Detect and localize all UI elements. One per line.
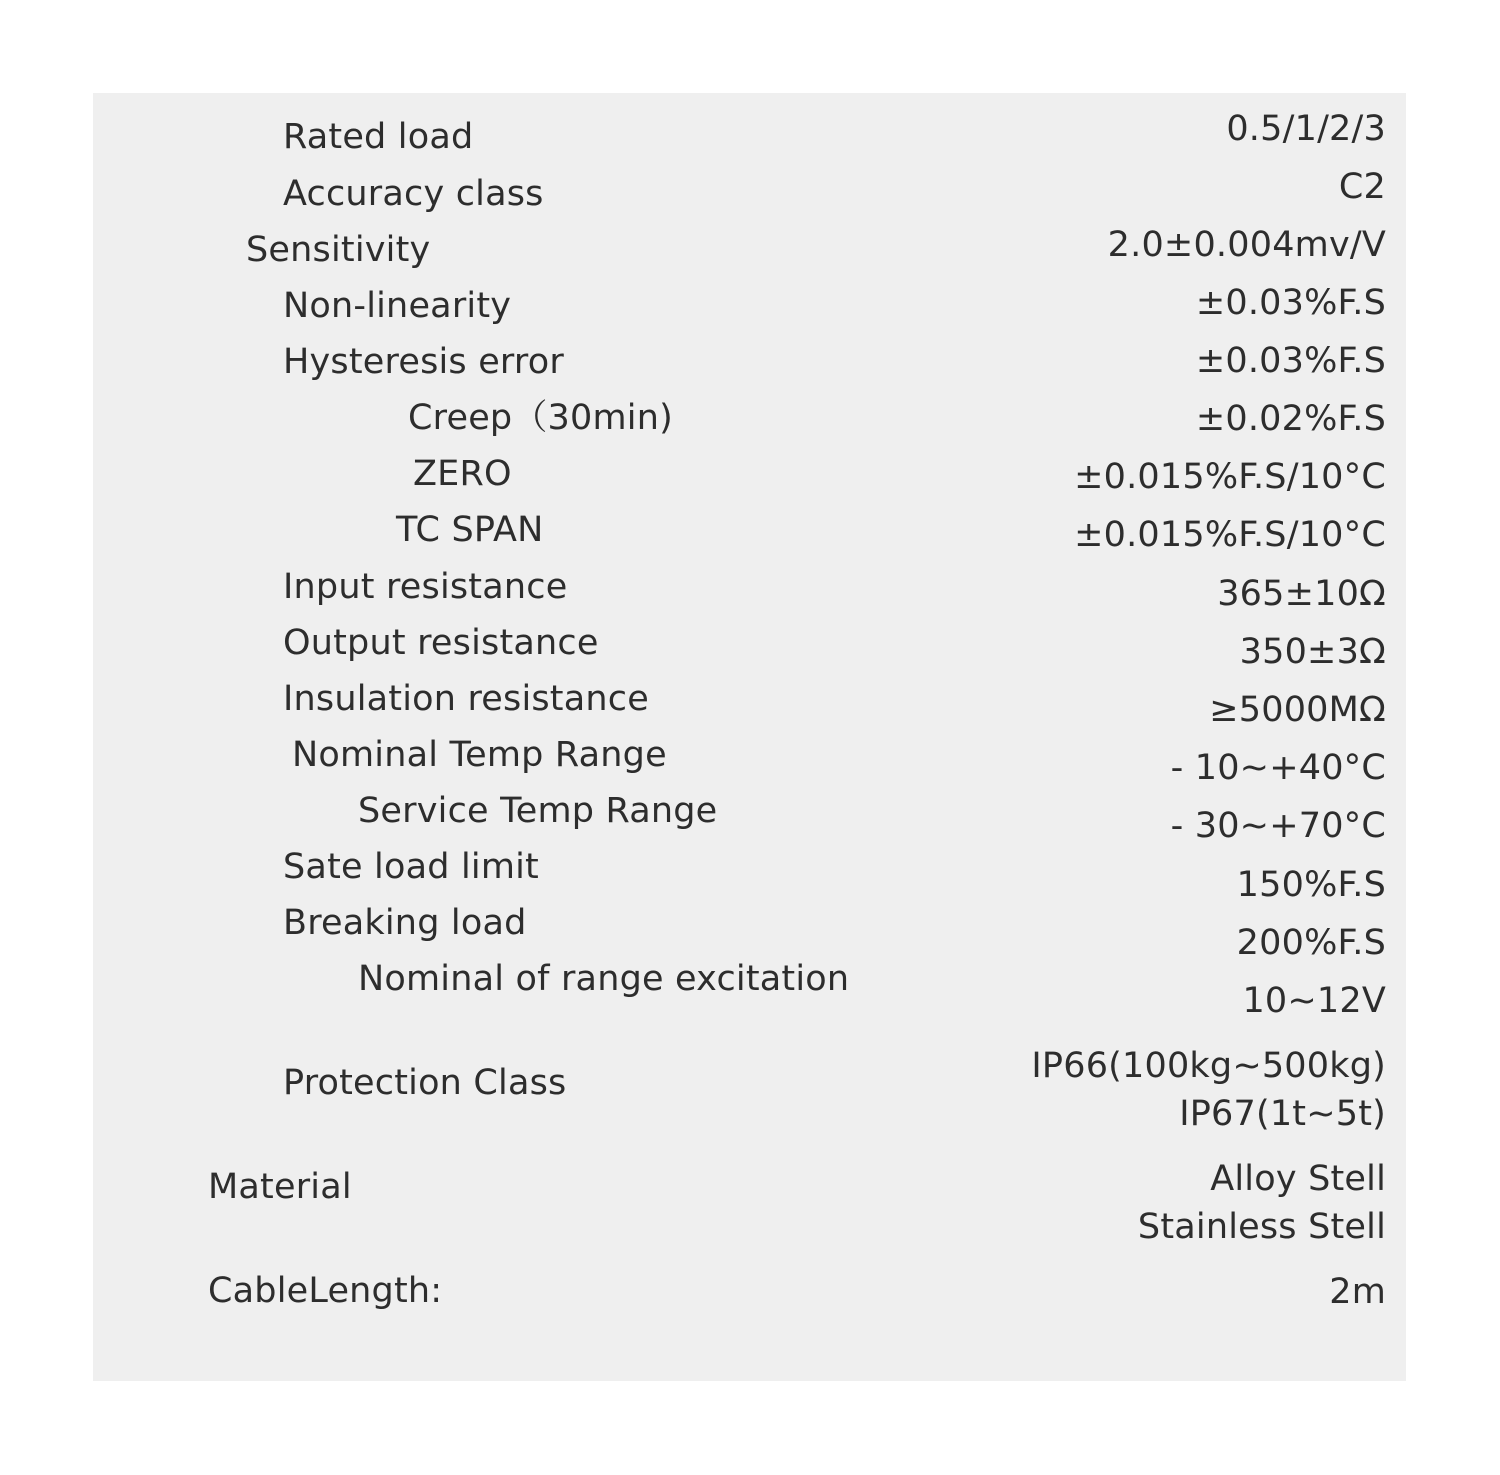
spec-value-protection-class-ip66: IP66(100kg~500kg) — [1031, 1046, 1386, 1086]
spec-label-accuracy-class: Accuracy class — [283, 174, 544, 214]
spec-value-breaking-load: 200%F.S — [1236, 923, 1386, 963]
spec-value-protection-class-ip67: IP67(1t~5t) — [1179, 1094, 1386, 1134]
spec-label-creep: Creep（30min) — [408, 398, 673, 438]
spec-value-creep: ±0.02%F.S — [1195, 399, 1386, 439]
spec-value-input-resistance: 365±10Ω — [1217, 574, 1386, 614]
spec-value-output-resistance: 350±3Ω — [1239, 632, 1386, 672]
spec-label-breaking-load: Breaking load — [283, 903, 527, 943]
spec-value-nominal-excitation: 10~12V — [1242, 981, 1386, 1021]
spec-label-zero: ZERO — [413, 454, 512, 494]
spec-label-protection-class: Protection Class — [283, 1063, 567, 1103]
spec-label-sensitivity: Sensitivity — [246, 230, 431, 270]
spec-label-input-resistance: Input resistance — [283, 567, 568, 607]
spec-value-insulation-resistance: ≥5000MΩ — [1209, 690, 1386, 730]
spec-label-cable-length: CableLength: — [208, 1271, 443, 1311]
spec-value-nominal-temp-range: - 10~+40°C — [1170, 748, 1386, 788]
spec-label-output-resistance: Output resistance — [283, 623, 599, 663]
spec-value-safe-load-limit: 150%F.S — [1236, 865, 1386, 905]
spec-label-rated-load: Rated load — [283, 117, 474, 157]
spec-value-hysteresis-error: ±0.03%F.S — [1195, 341, 1386, 381]
spec-value-tc-span: ±0.015%F.S/10°C — [1074, 515, 1386, 555]
spec-value-material-stainless: Stainless Stell — [1137, 1207, 1386, 1247]
spec-label-nominal-temp-range: Nominal Temp Range — [292, 735, 667, 775]
spec-label-insulation-resistance: Insulation resistance — [283, 679, 649, 719]
spec-label-nominal-excitation: Nominal of range excitation — [358, 959, 850, 999]
spec-value-service-temp-range: - 30~+70°C — [1170, 806, 1386, 846]
spec-label-hysteresis-error: Hysteresis error — [283, 342, 564, 382]
spec-label-tc-span: TC SPAN — [396, 510, 544, 550]
spec-value-rated-load: 0.5/1/2/3 — [1226, 109, 1386, 149]
spec-value-non-linearity: ±0.03%F.S — [1195, 283, 1386, 323]
spec-label-safe-load-limit: Sate load limit — [283, 847, 539, 887]
spec-value-accuracy-class: C2 — [1338, 167, 1386, 207]
spec-value-zero: ±0.015%F.S/10°C — [1074, 457, 1386, 497]
spec-value-cable-length: 2m — [1329, 1272, 1386, 1312]
spec-value-sensitivity: 2.0±0.004mv/V — [1107, 225, 1386, 265]
spec-value-material-alloy: Alloy Stell — [1210, 1159, 1386, 1199]
spec-label-service-temp-range: Service Temp Range — [358, 791, 718, 831]
spec-label-material: Material — [208, 1167, 352, 1207]
spec-sheet-panel — [93, 93, 1406, 1381]
spec-label-non-linearity: Non-linearity — [283, 286, 512, 326]
